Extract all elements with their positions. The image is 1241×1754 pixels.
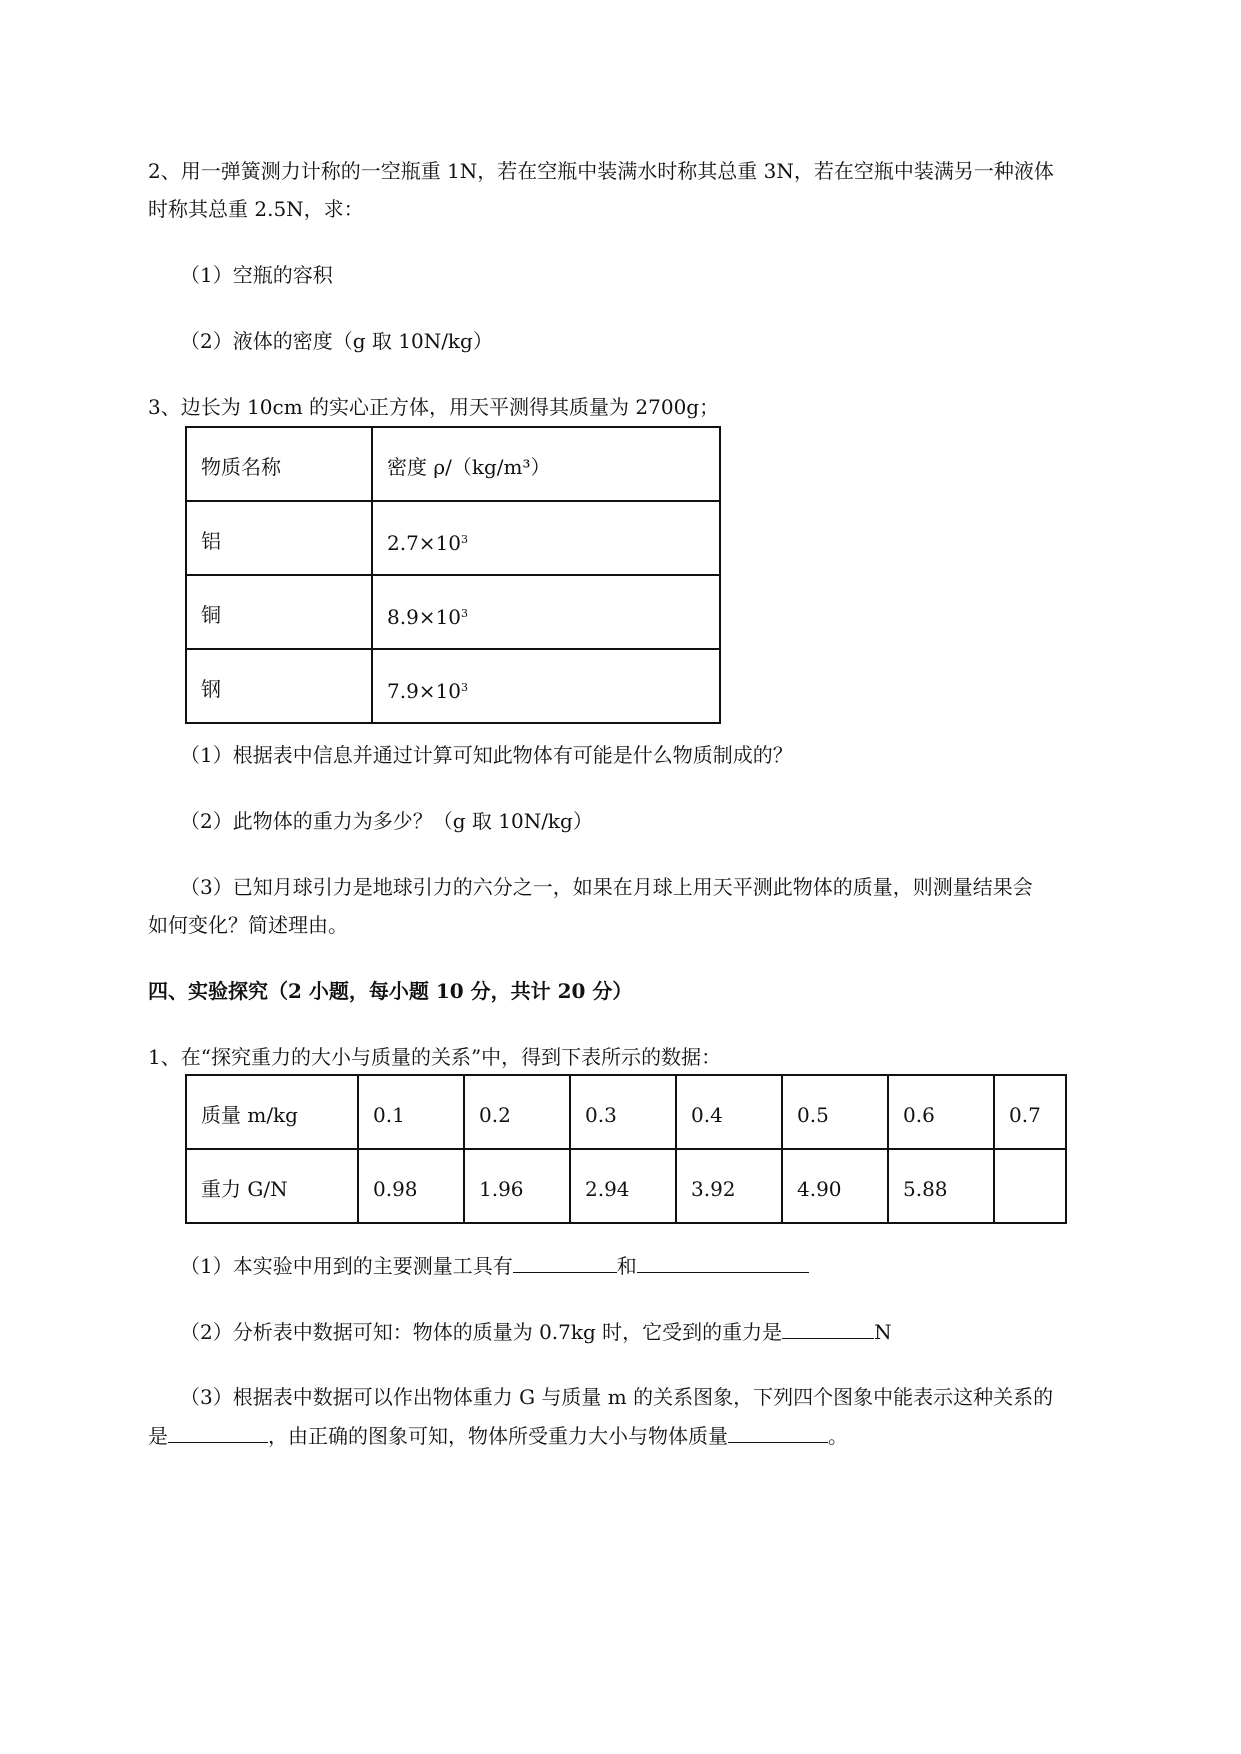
- q3-sub2: （2）此物体的重力为多少？（g 取 10N/kg）: [180, 809, 593, 833]
- exp1-intro: 1、在“探究重力的大小与质量的关系”中，得到下表所示的数据：: [148, 1045, 722, 1069]
- table-cell: 1.96: [464, 1149, 570, 1223]
- table-cell: [994, 1149, 1066, 1223]
- answer-blank[interactable]: [782, 1318, 874, 1339]
- table-cell: 0.98: [358, 1149, 464, 1223]
- table-header-cell: 重力 G/N: [186, 1149, 358, 1223]
- table-cell: 铜: [186, 575, 372, 649]
- answer-blank[interactable]: [513, 1252, 617, 1273]
- table-header-cell: 物质名称: [186, 427, 372, 501]
- q2-sub2: （2）液体的密度（g 取 10N/kg）: [180, 329, 493, 353]
- table-header-cell: 质量 m/kg: [186, 1075, 358, 1149]
- table-cell: $8.9\times 10^3$: [372, 575, 720, 649]
- table-cell: 0.2: [464, 1075, 570, 1149]
- table-cell: 钢: [186, 649, 372, 723]
- table-cell: 0.5: [782, 1075, 888, 1149]
- section-title: 四、实验探究（2 小题，每小题 10 分，共计 20 分）: [148, 979, 633, 1003]
- table-row: [186, 1075, 1066, 1149]
- table-cell: 3.92: [676, 1149, 782, 1223]
- answer-blank[interactable]: [637, 1252, 809, 1273]
- table-row: [186, 1149, 1066, 1223]
- answer-blank[interactable]: [168, 1422, 268, 1443]
- table-cell: 2.94: [570, 1149, 676, 1223]
- gravity-table: [185, 1074, 1067, 1224]
- table-header-cell: 密度 ρ/（kg/m³）: [372, 427, 720, 501]
- table-row: [186, 575, 720, 649]
- table-cell: 4.90: [782, 1149, 888, 1223]
- table-row: [186, 649, 720, 723]
- table-row: [186, 501, 720, 575]
- table-cell: 0.4: [676, 1075, 782, 1149]
- answer-blank[interactable]: [728, 1422, 828, 1443]
- q3-sub1: （1）根据表中信息并通过计算可知此物体有可能是什么物质制成的？: [180, 743, 793, 767]
- q2-sub1: （1）空瓶的容积: [180, 263, 333, 287]
- exp1-sub3-line1: （3）根据表中数据可以作出物体重力 G 与质量 m 的关系图象，下列四个图象中能表示这种关系的: [180, 1385, 1054, 1409]
- table-row: [186, 427, 720, 501]
- table-cell: $2.7\times 10^3$: [372, 501, 720, 575]
- q2-text-line2: 时称其总重 2.5N，求：: [148, 197, 364, 221]
- table-cell: 0.7: [994, 1075, 1066, 1149]
- table-cell: 5.88: [888, 1149, 994, 1223]
- q3-text: 3、边长为 10cm 的实心正方体，用天平测得其质量为 2700g；: [148, 395, 720, 419]
- table-cell: 0.1: [358, 1075, 464, 1149]
- q3-sub3-line1: （3）已知月球引力是地球引力的六分之一，如果在月球上用天平测此物体的质量，则测量结果会: [180, 875, 1033, 899]
- exp1-sub2: （2）分析表中数据可知：物体的质量为 0.7kg 时，它受到的重力是 N: [180, 1320, 892, 1344]
- table-cell: 0.6: [888, 1075, 994, 1149]
- table-cell: $7.9\times 10^3$: [372, 649, 720, 723]
- q3-sub3-line2: 如何变化？简述理由。: [148, 913, 348, 937]
- exp1-sub3-line2: 是 ，由正确的图象可知，物体所受重力大小与物体质量 。: [148, 1424, 848, 1448]
- density-table: [185, 426, 721, 724]
- table-cell: 0.3: [570, 1075, 676, 1149]
- table-cell: 铝: [186, 501, 372, 575]
- q2-text-line1: 2、用一弹簧测力计称的一空瓶重 1N，若在空瓶中装满水时称其总重 3N，若在空瓶中装满另一种液体: [148, 159, 1054, 183]
- exp1-sub1: （1）本实验中用到的主要测量工具有 和: [180, 1252, 809, 1279]
